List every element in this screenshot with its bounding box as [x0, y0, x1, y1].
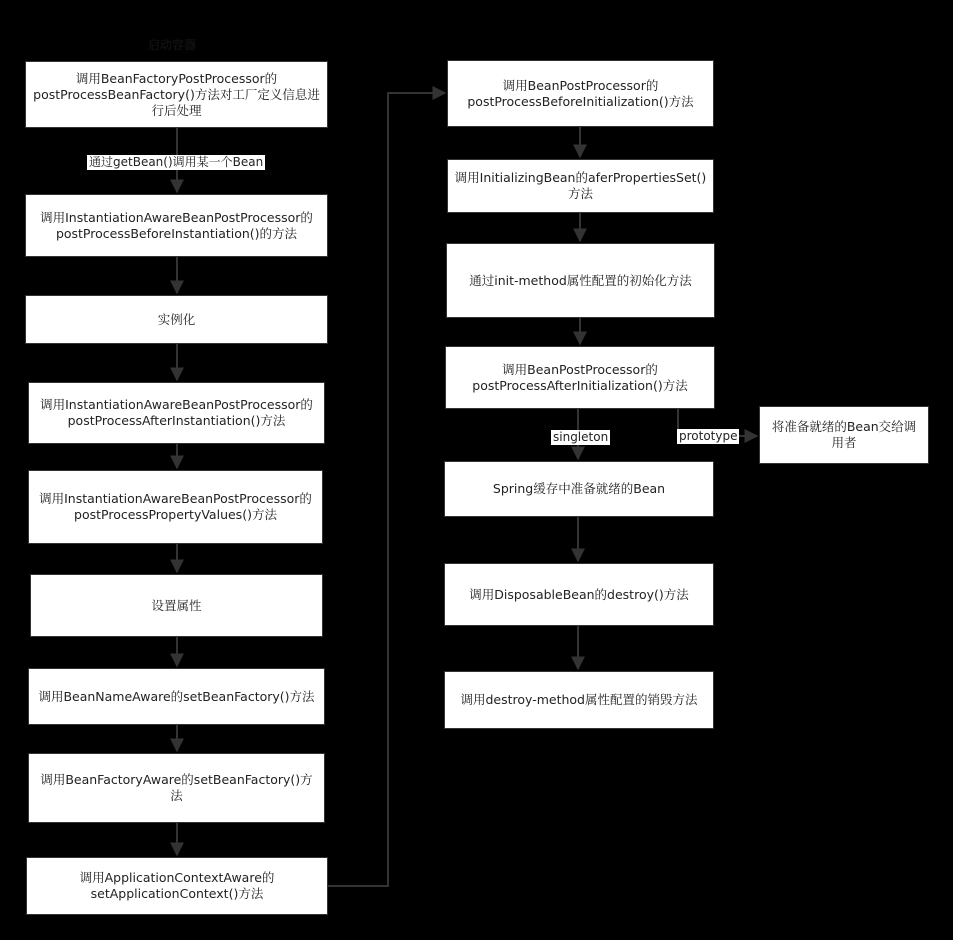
edge-label-prototype: prototype	[679, 429, 738, 443]
node-bean-factory-post-processor: 调用BeanFactoryPostProcessor的postProcessBeanFactory()方法对工厂定义信息进行后处理	[25, 61, 328, 128]
node-bean-name-aware: 调用BeanNameAware的setBeanFactory()方法	[28, 668, 325, 725]
node-after-instantiation: 调用InstantiationAwareBeanPostProcessor的postProcessAfterInstantiation()方法	[28, 382, 325, 444]
node-bean-factory-aware: 调用BeanFactoryAware的setBeanFactory()方法	[28, 753, 325, 823]
node-before-initialization: 调用BeanPostProcessor的postProcessBeforeInitialization()方法	[447, 60, 714, 127]
edge-label-get-bean: 通过getBean()调用某一个Bean	[89, 155, 264, 169]
node-spring-cache-ready-bean: Spring缓存中准备就绪的Bean	[444, 461, 714, 517]
node-after-properties-set: 调用InitializingBean的aferPropertiesSet()方法	[447, 159, 714, 213]
node-init-method: 通过init-method属性配置的初始化方法	[446, 243, 715, 318]
node-destroy-method: 调用destroy-method属性配置的销毁方法	[444, 671, 714, 729]
node-property-values: 调用InstantiationAwareBeanPostProcessor的postProcessPropertyValues()方法	[28, 470, 323, 544]
node-give-to-caller: 将准备就绪的Bean交给调用者	[759, 406, 929, 464]
node-disposable-bean-destroy: 调用DisposableBean的destroy()方法	[444, 563, 714, 626]
edge-label-singleton: singleton	[553, 430, 609, 444]
node-after-initialization: 调用BeanPostProcessor的postProcessAfterInitialization()方法	[445, 346, 715, 409]
diagram-title: 启动容器	[148, 38, 197, 52]
node-application-context-aware: 调用ApplicationContextAware的setApplicationContext()方法	[26, 857, 328, 915]
node-before-instantiation: 调用InstantiationAwareBeanPostProcessor的postProcessBeforeInstantiation()的方法	[25, 194, 328, 257]
edge-n9-r1	[328, 93, 445, 886]
node-set-properties: 设置属性	[30, 574, 323, 637]
node-instantiate: 实例化	[25, 295, 328, 344]
